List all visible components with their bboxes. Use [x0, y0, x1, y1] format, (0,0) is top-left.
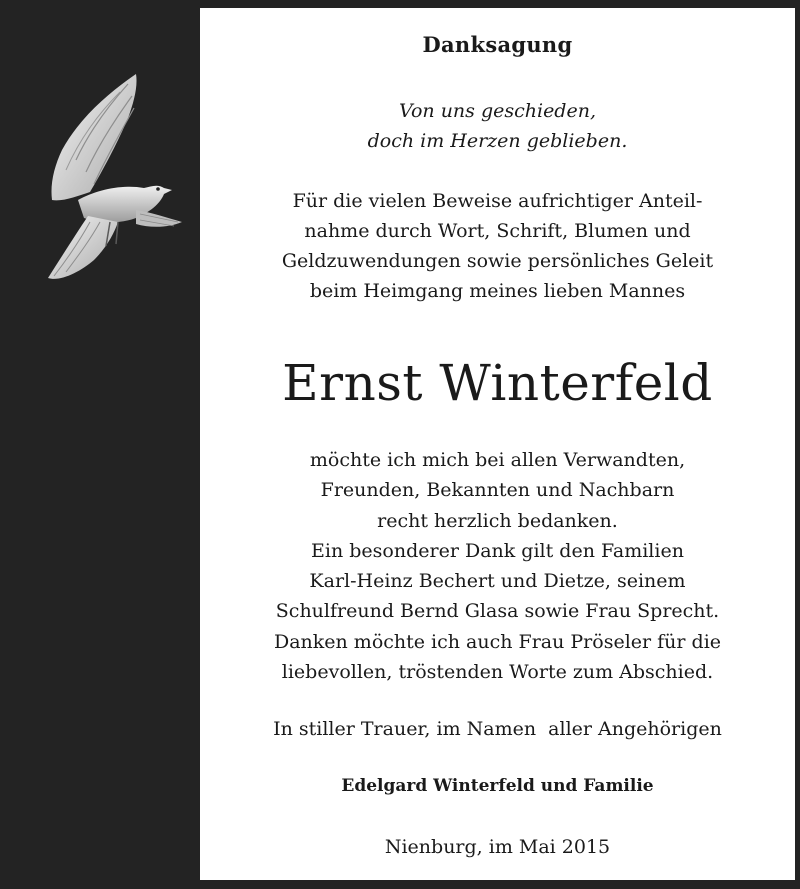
- frame-bottom-edge: [200, 880, 800, 889]
- motto-line: doch im Herzen geblieben.: [367, 130, 628, 152]
- frame-right-edge: [795, 0, 800, 889]
- body-line: Schulfreund Bernd Glasa sowie Frau Sprecht.: [275, 600, 720, 623]
- motto-line: Von uns geschieden,: [399, 100, 596, 122]
- thanks-line: nahme durch Wort, Schrift, Blumen und: [304, 220, 691, 242]
- body-line: Freunden, Bekannten und Nachbarn: [320, 479, 675, 502]
- frame-left-edge: [192, 0, 200, 889]
- motto: [200, 96, 795, 156]
- place-date: Nienburg, im Mai 2015: [384, 836, 611, 858]
- frame-top-edge: [200, 0, 800, 8]
- body-paragraph: [200, 445, 795, 687]
- thanks-paragraph: [200, 186, 795, 306]
- thanks-line: Für die vielen Beweise aufrichtiger Anteil-: [292, 190, 703, 212]
- body-line: Ein besonderer Dank gilt den Familien: [311, 539, 684, 562]
- thanks-line: Geldzuwendungen sowie persönliches Geleit: [281, 250, 714, 272]
- deceased-name: Ernst Winterfeld: [282, 354, 713, 412]
- body-line: Danken möchte ich auch Frau Pröseler für die: [273, 630, 722, 653]
- body-line: Karl-Heinz Bechert und Dietze, seinem: [309, 570, 686, 593]
- body-line: recht herzlich bedanken.: [377, 509, 618, 532]
- body-line: möchte ich mich bei allen Verwandten,: [309, 449, 686, 471]
- body-line: liebevollen, tröstenden Worte zum Abschied.: [281, 661, 714, 684]
- thanks-line: beim Heimgang meines lieben Mannes: [309, 280, 686, 302]
- dove-icon: [40, 72, 188, 302]
- notice-title: Danksagung: [422, 32, 573, 57]
- mourning-line: In stiller Trauer, im Namen aller Angehörigen: [273, 718, 722, 740]
- signature: Edelgard Winterfeld und Familie: [341, 776, 654, 796]
